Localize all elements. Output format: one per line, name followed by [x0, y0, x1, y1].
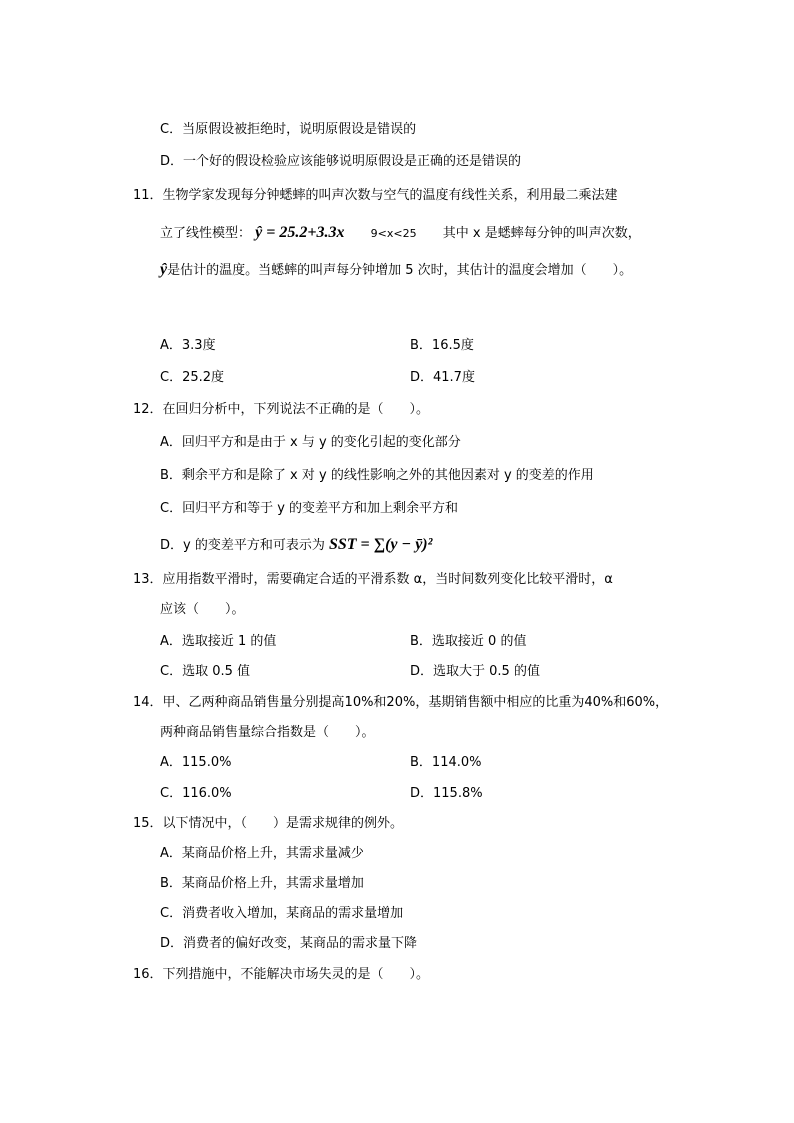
q14-stem-line1: 14．甲、乙两种商品销售量分别提高10%和20%，基期销售额中相应的比重为40%和60%， — [133, 695, 669, 710]
q13-option-c: C．选取 0.5 值 — [160, 664, 251, 679]
q13-option-a: A．选取接近 1 的值 — [160, 634, 277, 649]
q12-option-d — [160, 537, 432, 554]
q13-stem-line1: 13．应用指数平滑时，需要确定合适的平滑系数 α，当时间数列变化比较平滑时，α — [133, 572, 613, 587]
q15-option-c: C．消费者收入增加，某商品的需求量增加 — [160, 906, 404, 921]
q15-option-b: B．某商品价格上升，其需求量增加 — [160, 876, 364, 891]
q11-line3-text: 是估计的温度。当蟋蟀的叫声每分钟增加 5 次时，其估计的温度会增加（ ）。 — [167, 263, 633, 278]
q11-stem-line1: 11．生物学家发现每分钟蟋蟀的叫声次数与空气的温度有线性关系，利用最二乘法建 — [133, 188, 618, 203]
q15-stem: 15．以下情况中，（ ）是需求规律的例外。 — [133, 816, 404, 831]
q12-option-b: B．剩余平方和是除了 x 对 y 的线性影响之外的其他因素对 y 的变差的作用 — [160, 468, 594, 483]
q14-option-d: D．115.8% — [410, 786, 483, 801]
q12-stem: 12．在回归分析中，下列说法不正确的是（ ）。 — [133, 402, 430, 417]
q15-option-d: D．消费者的偏好改变，某商品的需求量下降 — [160, 936, 418, 951]
q11-yhat: ŷ — [160, 261, 168, 278]
q10-option-d: D．一个好的假设检验应该能够说明原假设是正确的还是错误的 — [160, 154, 522, 169]
q11-option-c: C．25.2度 — [160, 370, 225, 385]
q11-stem-line3 — [160, 262, 632, 279]
q10-option-c: C．当原假设被拒绝时，说明原假设是错误的 — [160, 122, 417, 137]
q14-option-c: C．116.0% — [160, 786, 232, 801]
q16-stem: 16．下列措施中，不能解决市场失灵的是（ ）。 — [133, 967, 430, 982]
q11-line2-suffix: 其中 x 是蟋蟀每分钟的叫声次数， — [442, 226, 641, 241]
q11-formula: ŷ = 25.2+3.3x — [255, 224, 345, 241]
q12-d-prefix: D．y 的变差平方和可表示为 — [160, 538, 325, 553]
q13-option-b: B．选取接近 0 的值 — [410, 634, 527, 649]
q12-option-c: C．回归平方和等于 y 的变差平方和加上剩余平方和 — [160, 501, 459, 516]
q13-option-d: D．选取大于 0.5 的值 — [410, 664, 540, 679]
q15-option-a: A．某商品价格上升，其需求量减少 — [160, 846, 364, 861]
q14-option-b: B．114.0% — [410, 755, 482, 770]
q12-d-formula: SST = ∑(y − ȳ)² — [328, 536, 433, 553]
q11-option-d: D．41.7度 — [410, 370, 475, 385]
q14-option-a: A．115.0% — [160, 755, 232, 770]
q11-stem-line2 — [160, 225, 641, 242]
q11-option-a: A．3.3度 — [160, 338, 216, 353]
q11-option-b: B．16.5度 — [410, 338, 474, 353]
q11-line2-prefix: 立了线性模型： — [160, 226, 252, 241]
q13-stem-line2: 应该（ ）。 — [160, 602, 245, 617]
q14-stem-line2: 两种商品销售量综合指数是（ ）。 — [160, 725, 375, 740]
q12-option-a: A．回归平方和是由于 x 与 y 的变化引起的变化部分 — [160, 435, 461, 450]
q11-range: 9<x<25 — [370, 227, 417, 240]
